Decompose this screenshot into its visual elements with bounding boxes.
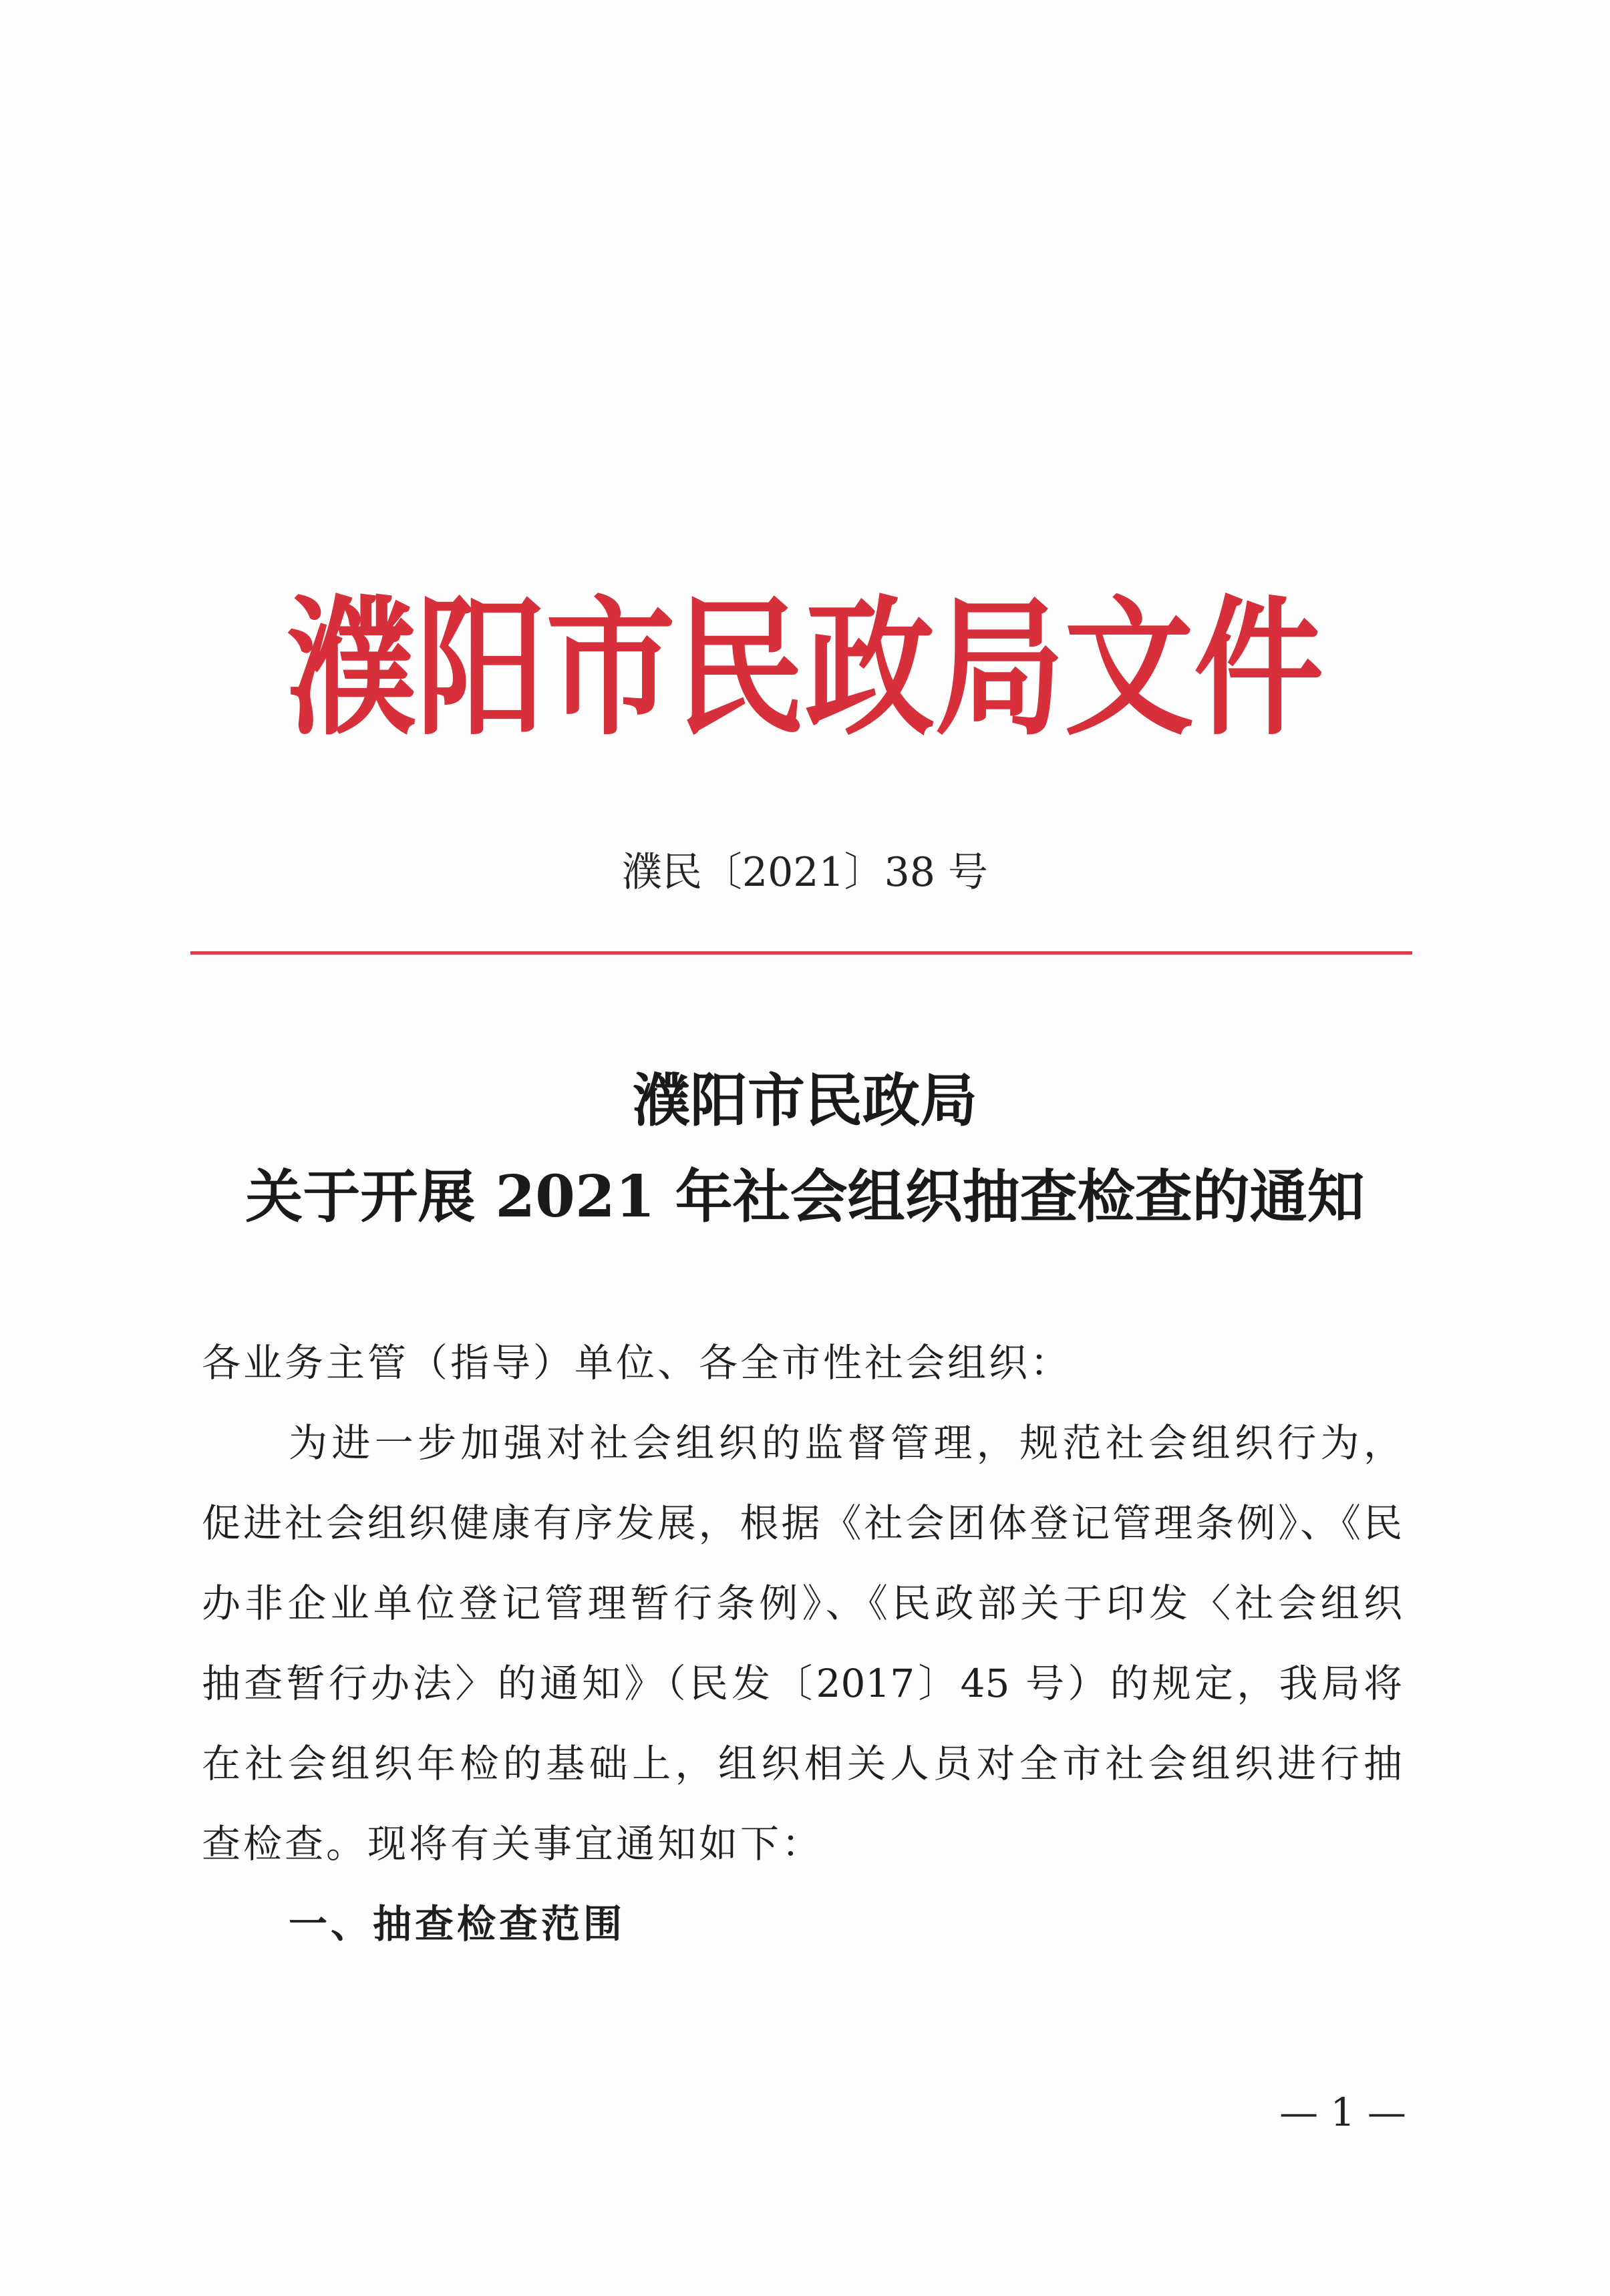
paragraph-line: 促进社会组织健康有序发展，根据《社会团体登记管理条例》、《民 bbox=[202, 1500, 1402, 1546]
paragraph-line: 为进一步加强对社会组织的监督管理，规范社会组织行为， bbox=[289, 1420, 1402, 1466]
salutation: 各业务主管（指导）单位、各全市性社会组织： bbox=[202, 1340, 1072, 1385]
page-number: — 1 — bbox=[1279, 2090, 1406, 2135]
red-divider-line bbox=[190, 951, 1412, 955]
paragraph-line: 查检查。现将有关事宜通知如下： bbox=[202, 1821, 824, 1866]
paragraph-line: 在社会组织年检的基础上，组织相关人员对全市社会组织进行抽 bbox=[202, 1741, 1402, 1786]
red-letterhead bbox=[0, 580, 1610, 756]
notice-title-subject: 关于开展 2021 年社会组织抽查检查的通知 bbox=[245, 1163, 1365, 1231]
section-heading: 一、抽查检查范围 bbox=[289, 1901, 626, 1947]
notice-body bbox=[202, 1323, 1402, 1964]
letterhead-title: 濮阳市民政局文件 bbox=[287, 580, 1323, 756]
paragraph-line: 抽查暂行办法〉的通知》（民发〔2017〕45 号）的规定，我局将 bbox=[202, 1661, 1402, 1706]
document-number: 濮民〔2021〕38 号 bbox=[621, 849, 989, 896]
paragraph-line: 办非企业单位登记管理暂行条例》、《民政部关于印发〈社会组织 bbox=[202, 1581, 1402, 1626]
notice-title-issuer: 濮阳市民政局 bbox=[633, 1067, 977, 1134]
